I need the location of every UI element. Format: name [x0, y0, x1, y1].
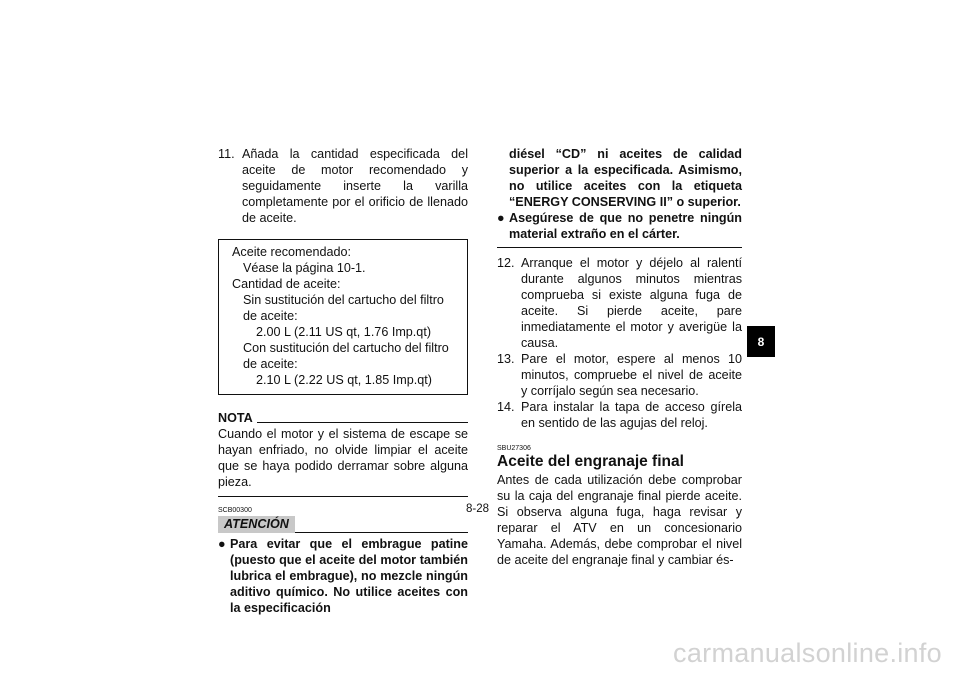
bullet-text: Para evitar que el embrague patine (puesto que el aceite del motor también lubrica el embrague), no mezcle ningún aditivo químico. No utilice aceites con la especificación [230, 537, 468, 615]
spec-line: Aceite recomendado: [232, 245, 352, 259]
spec-line: Cantidad de aceite: [232, 277, 341, 291]
caution-bullet-1-continued: diésel “CD” ni aceites de calidad superior a la especificada. Asimismo, no utilice aceites con la etiqueta “ENERGY CONSERVING II” o superior. [509, 147, 742, 209]
step-number: 13. [497, 352, 515, 366]
step-11 [218, 146, 468, 226]
spec-line: 2.10 L (2.22 US qt, 1.85 Imp.qt) [256, 373, 432, 387]
spec-line: Véase la página 10-1. [243, 261, 366, 275]
spec-line: Sin sustitución del cartucho del filtro de aceite: [243, 293, 444, 323]
oil-spec-box [218, 239, 468, 395]
page-number: 8-28 [466, 503, 490, 515]
caution-end-rule [497, 247, 742, 248]
step-number: 11. [218, 147, 235, 161]
step-text: Arranque el motor y déjelo al ralentí durante algunos minutos mientras comprueba si existe alguna fuga de aceite. Si pierde aceite, pare inmediatamente el motor y averigüe la causa. [521, 256, 742, 350]
step-text: Añada la cantidad especificada del aceite de motor recomendado y seguidamente inserte la varilla completamente por el orificio de llenado de aceite. [242, 147, 468, 225]
spec-line: Con sustitución del cartucho del filtro de aceite: [243, 341, 449, 371]
right-column [497, 146, 742, 568]
left-column [218, 146, 468, 616]
section-paragraph: Antes de cada utilización debe comprobar su la caja del engranaje final pierde aceite. Si observa alguna fuga, haga revisar y reparar el ATV en un concesionario Yamaha. Además, debe comprobar el nivel de aceite del engranaje final y cambiar és- [497, 473, 742, 567]
step-12 [497, 255, 742, 351]
watermark: carmanualsonline.info [673, 638, 942, 668]
step-text: Pare el motor, espere al menos 10 minutos, compruebe el nivel de aceite y corríjalo según sea necesario. [521, 352, 742, 398]
bullet-text: Asegúrese de que no penetre ningún material extraño en el cárter. [509, 211, 742, 241]
sbu-code: SBU27306 [497, 445, 531, 452]
caution-bullet-1 [218, 536, 468, 616]
caution-bullet-2 [497, 210, 742, 242]
atencion-rule [295, 532, 468, 533]
step-14 [497, 399, 742, 431]
nota-rule [257, 422, 468, 423]
nota-end-rule [218, 496, 468, 497]
bullet-dot-icon: ● [218, 537, 226, 551]
nota-text: Cuando el motor y el sistema de escape se hayan enfriado, no olvide limpiar el aceite que se haya podido derramar sobre alguna pieza. [218, 427, 468, 489]
step-number: 14. [497, 400, 515, 414]
step-text: Para instalar la tapa de acceso gírela en sentido de las agujas del reloj. [521, 400, 742, 430]
section-heading: Aceite del engranaje final [497, 453, 684, 470]
spec-line: 2.00 L (2.11 US qt, 1.76 Imp.qt) [256, 325, 432, 339]
nota-label: NOTA [218, 411, 253, 425]
bullet-dot-icon: ● [497, 211, 505, 225]
step-13 [497, 351, 742, 399]
atencion-header [218, 516, 468, 533]
atencion-label: ATENCIÓN [218, 516, 295, 533]
nota-header [218, 410, 468, 426]
scb-code: SCB00300 [218, 507, 252, 514]
step-number: 12. [497, 256, 515, 270]
section-tab: 8 [747, 326, 775, 357]
